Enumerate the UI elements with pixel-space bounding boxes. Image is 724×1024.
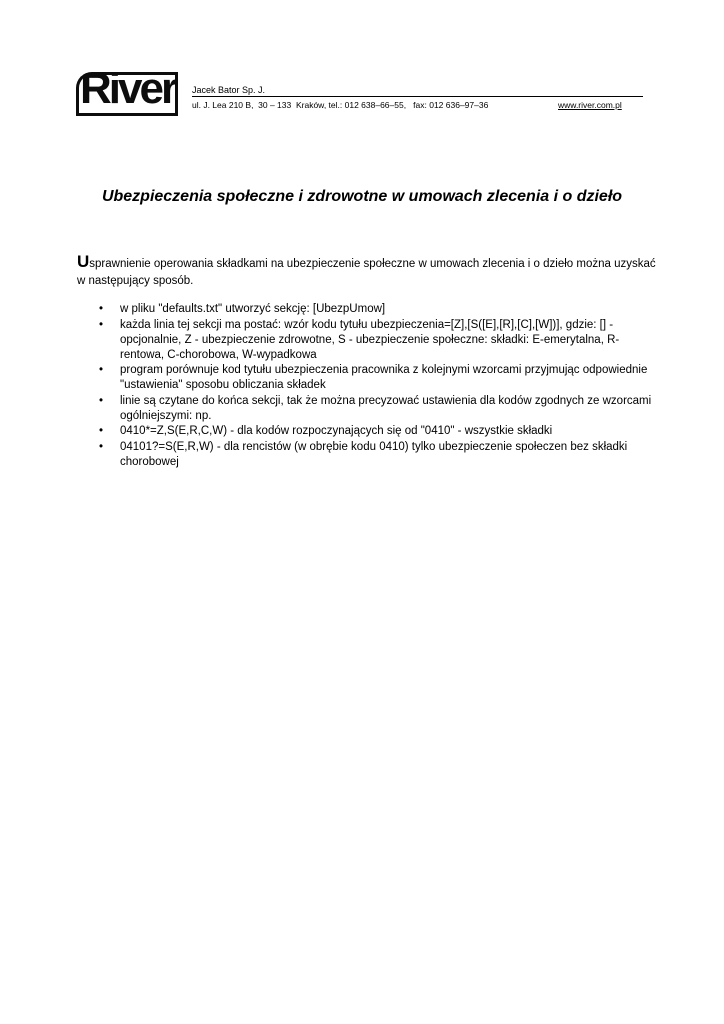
list-item-text: 04101?=S(E,R,W) - dla rencistów (w obrębie kodu 0410) tylko ubezpieczenie społeczen bez składki chorobowej [120, 440, 628, 468]
intro-text: sprawnienie operowania składkami na ubezpieczenie społeczne w umowach zlecenia i o dzieło można uzyskać w następujący sposób. [77, 258, 656, 287]
intro-initial: U [77, 252, 90, 271]
company-name: Jacek Bator Sp. J. [192, 85, 266, 95]
header-divider [192, 96, 643, 97]
bullet-icon: • [99, 394, 104, 407]
list-item-text: w pliku "defaults.txt" utworzyć sekcję: [UbezpUmow] [120, 303, 386, 315]
bullet-icon: • [99, 440, 104, 453]
intro-paragraph [77, 253, 657, 290]
instructions-list [77, 302, 657, 470]
document-title: Ubezpieczenia społeczne i zdrowotne w umowach zlecenia i o dzieło [101, 188, 623, 205]
list-item [77, 363, 657, 393]
list-item [77, 440, 657, 470]
company-address: ul. J. Lea 210 B, 30 – 133 Kraków, tel.: 012 638–66–55, fax: 012 636–97–36 [192, 100, 489, 110]
bullet-icon: • [99, 364, 104, 376]
list-item-text: linie są czytane do końca sekcji, tak że można precyzować ustawienia dla kodów zgodnych ze wzorcami ogólniejszymi: np. [120, 394, 652, 422]
list-item [77, 424, 657, 439]
bullet-icon: • [99, 318, 104, 331]
list-item-text: każda linia tej sekcji ma postać: wzór kodu tytułu ubezpieczenia=[Z],[S([E],[R],[C],[W])], gdzie: [] - opcjonalnie, Z - ubezpieczenie zdrowotne, S - ubezpieczenie społeczne: składki: E-emerytalna, R-rentowa, C-chorobowa, W-wypadkowa [120, 318, 620, 361]
list-item-text: program porównuje kod tytułu ubezpieczenia pracownika z kolejnymi wzorcami przyjmując odpowiednie "ustawienia" sposobu obliczania składek [120, 364, 648, 391]
logo-text: River [80, 72, 176, 113]
website-link[interactable]: www.river.com.pl [558, 100, 622, 110]
company-logo [76, 72, 178, 116]
list-item [77, 394, 657, 424]
list-item-text: 0410*=Z,S(E,R,C,W) - dla kodów rozpoczynających się od "0410" - wszystkie składki [120, 425, 553, 437]
bullet-icon: • [99, 425, 104, 437]
list-item [77, 318, 657, 363]
bullet-icon: • [99, 303, 104, 315]
list-item [77, 302, 657, 317]
